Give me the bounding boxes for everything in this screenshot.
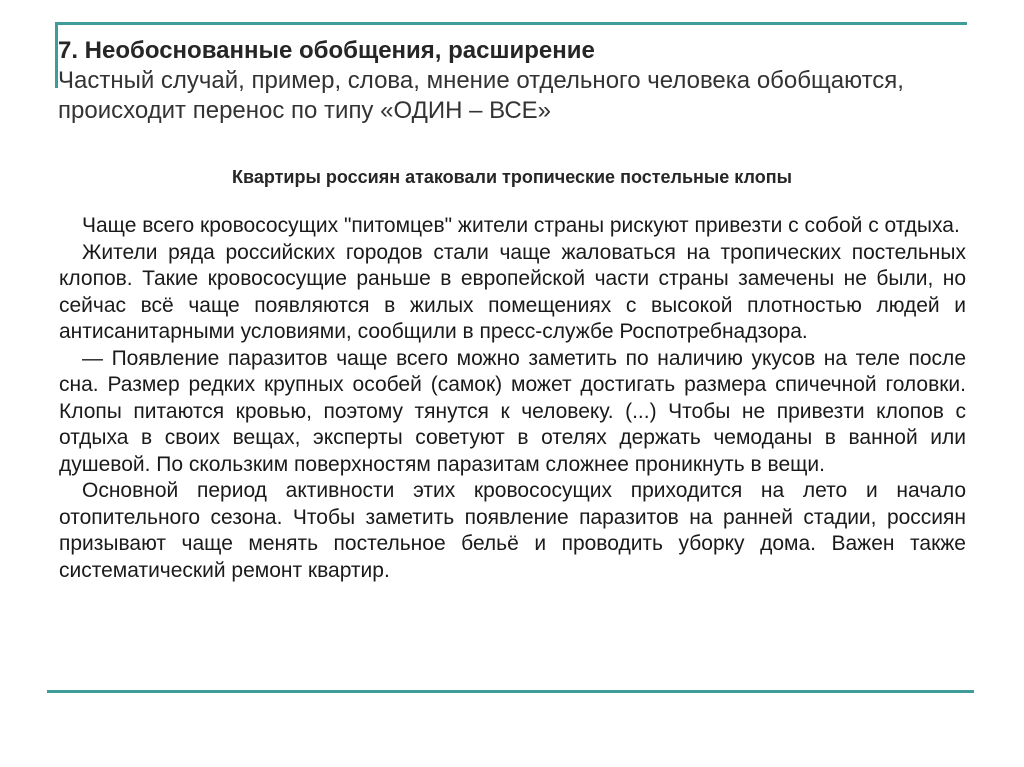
article-paragraph: Чаще всего кровососущих "питомцев" жители страны рискуют привезти с собой с отдыха. — [82, 214, 960, 237]
slide-subtitle: Частный случай, пример, слова, мнение отдельного человека обобщаются, происходит перенос по типу «ОДИН – ВСЕ» — [58, 67, 904, 124]
article-paragraph: Жители ряда российских городов стали чаще жаловаться на тропических постельных клопов. Такие кровососущие раньше в европейской части страны замечены не были, но сейчас всё чаще появляются в жилых помещениях с высокой плотностью людей и антисанитарными условиями, сообщили в пресс-службе Роспотребнадзора. — [59, 240, 966, 343]
article-paragraph: Основной период активности этих кровососущих приходится на лето и начало отопительного сезона. Чтобы заметить появление паразитов на ранней стадии, россиян призывают чаще менять постельное бельё и проводить уборку дома. Важен также систематический ремонт квартир. — [59, 479, 966, 582]
bottom-divider — [47, 690, 974, 693]
article-body — [59, 213, 966, 584]
slide-heading — [58, 36, 978, 126]
article-paragraph: — Появление паразитов чаще всего можно заметить по наличию укусов на теле после сна. Размер редких крупных особей (самок) может достигать размера спичечной головки. Клопы питаются кровью, поэтому тянутся к человеку. (...) Чтобы не привезти клопов с отдыха в своих вещах, эксперты советуют в отелях держать чемоданы в ванной или душевой. По скользким поверхностям паразитам сложнее проникнуть в вещи. — [59, 346, 966, 476]
slide-title: 7. Необоснованные обобщения, расширение — [58, 37, 595, 64]
top-divider — [55, 22, 967, 25]
article-headline: Квартиры россиян атаковали тропические постельные клопы — [232, 167, 792, 187]
